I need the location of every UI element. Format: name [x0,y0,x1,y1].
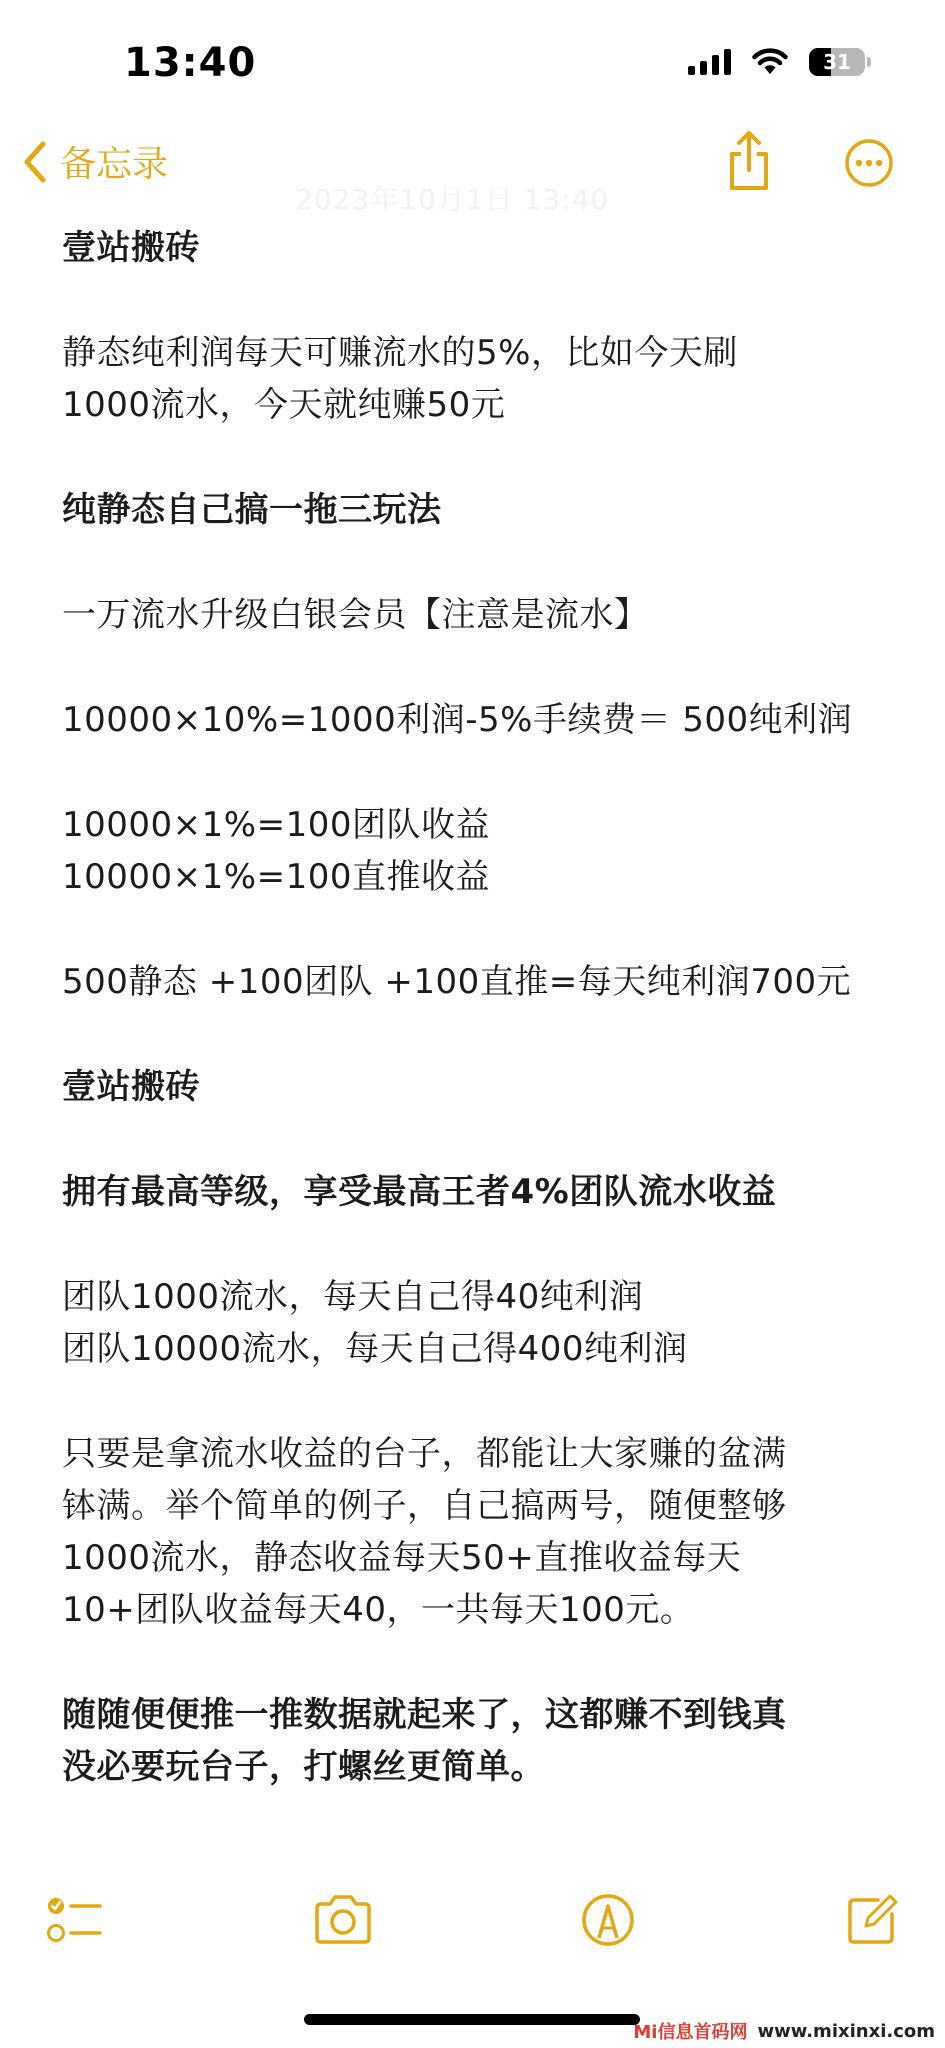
note-line: 壹站搬砖 [62,1067,200,1107]
cellular-signal-icon [688,49,731,75]
watermark-url: www.mixinxi.com [757,2020,935,2042]
markup-button[interactable] [578,1890,638,1950]
note-body[interactable] [62,222,892,1793]
note-line: 10000×1%=100直推收益 [62,857,490,897]
note-line: 500静态 +100团队 +100直推=每天纯利润700元 [62,962,852,1002]
watermark [633,2018,935,2044]
note-line: 团队1000流水，每天自己得40纯利润 [62,1277,644,1317]
back-button[interactable] [22,136,168,187]
home-indicator[interactable] [304,2014,640,2025]
note-date: 2023年10月1日 13:40 [295,183,610,216]
note-line: 随随便便推一推数据就起来了，这都赚不到钱真 [62,1695,787,1735]
wifi-icon [751,48,789,76]
note-line: 团队10000流水，每天自己得400纯利润 [62,1329,688,1369]
camera-icon [313,1890,373,1950]
note-line: 只要是拿流水收益的台子，都能让大家赚的盆满 [62,1434,787,1474]
checklist-icon [44,1890,104,1950]
note-line: 壹站搬砖 [62,228,200,268]
compose-button[interactable] [842,1890,902,1950]
more-icon [844,138,894,188]
note-line: 1000流水，今天就纯赚50元 [62,385,506,425]
camera-button[interactable] [313,1890,373,1950]
bottom-toolbar [0,1890,945,1960]
share-icon [726,130,772,192]
checklist-button[interactable] [44,1890,104,1950]
share-button[interactable] [726,130,772,192]
status-icons [688,48,865,76]
back-label: 备忘录 [60,144,169,185]
note-line: 拥有最高等级，享受最高王者4%团队流水收益 [62,1172,777,1212]
battery-level: 31 [823,50,851,74]
navigation-bar [0,130,945,230]
note-line: 10000×1%=100团队收益 [62,805,490,845]
note-line: 没必要玩台子，打螺丝更简单。 [62,1747,545,1787]
note-line: 钵满。举个简单的例子，自己搞两号，随便整够 [62,1486,787,1526]
note-line: 10000×10%=1000利润-5%手续费＝ 500纯利润 [62,700,853,740]
note-line: 10+团队收益每天40，一共每天100元。 [62,1590,695,1630]
markup-icon [578,1890,638,1950]
chevron-left-icon [22,140,48,184]
note-line: 纯静态自己搞一拖三玩法 [62,490,442,530]
battery-icon [809,48,865,76]
note-line: 静态纯利润每天可赚流水的5%，比如今天刷 [62,333,738,373]
status-time: 13:40 [124,40,257,86]
note-line: 一万流水升级白银会员【注意是流水】 [62,595,649,635]
more-options-button[interactable] [844,138,894,188]
note-line: 1000流水，静态收益每天50+直推收益每天 [62,1538,742,1578]
compose-icon [842,1890,902,1950]
status-bar [0,0,945,120]
watermark-brand: Mi信息首码网 [633,2022,748,2043]
